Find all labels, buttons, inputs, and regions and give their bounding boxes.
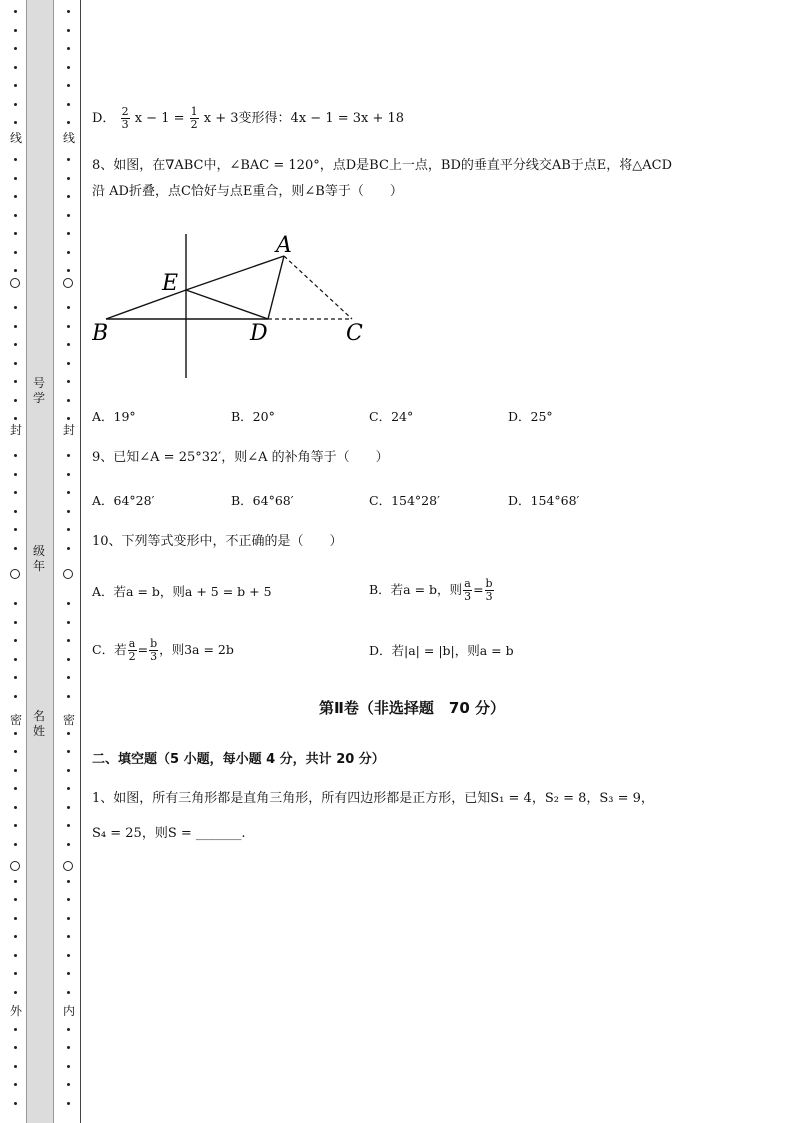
dot [14, 695, 17, 698]
dot [14, 306, 17, 309]
q8-option-a: A．19° [92, 409, 136, 424]
dot [14, 991, 17, 994]
dot [67, 935, 70, 938]
option-text: B．若a = b，则 [369, 582, 463, 597]
dot [67, 695, 70, 698]
dot [67, 917, 70, 920]
dot [67, 325, 70, 328]
dot [14, 214, 17, 217]
dot [67, 214, 70, 217]
dot [67, 806, 70, 809]
margin-char: 封 [62, 423, 75, 437]
dot [14, 10, 17, 13]
circle-mark [10, 569, 20, 579]
dot [14, 972, 17, 975]
dot [67, 1083, 70, 1086]
dot [67, 843, 70, 846]
equation-text: x − 1 = [134, 111, 185, 126]
dot [14, 528, 17, 531]
dot [67, 898, 70, 901]
q10-option-b: B．若a = b，则 $\frac{a}{3}$ = $\frac{b}{3}$ [369, 577, 493, 603]
dot [67, 972, 70, 975]
dot [67, 417, 70, 420]
dot [67, 750, 70, 753]
dot [67, 103, 70, 106]
q7-option-d [92, 106, 404, 131]
q8-geometry-figure [92, 228, 382, 383]
dot [67, 251, 70, 254]
dot [67, 676, 70, 679]
dot [14, 66, 17, 69]
fraction-denominator: 3 [464, 590, 472, 603]
margin-char: 内 [62, 1004, 75, 1018]
dot [14, 343, 17, 346]
inner-dot-column [62, 0, 76, 1123]
option-text: ，则3a = 2b [159, 642, 234, 657]
segment-ac-dashed [284, 256, 352, 319]
fraction-numerator: 2 [121, 105, 129, 118]
dot [67, 269, 70, 272]
dot [67, 1065, 70, 1068]
fraction-denominator: 2 [128, 650, 136, 663]
dot [67, 732, 70, 735]
circle-mark [10, 278, 20, 288]
q9-option-d: D．154°68′ [508, 493, 580, 508]
margin-char: 封 [9, 423, 22, 437]
fraction [485, 578, 494, 603]
dot [67, 547, 70, 550]
dot [14, 917, 17, 920]
equation-text: x + 3变形得：4x − 1 = 3x + 18 [203, 111, 405, 126]
circle-mark [10, 861, 20, 871]
dot [14, 935, 17, 938]
dot [67, 380, 70, 383]
label-d: D [250, 321, 268, 346]
dot [14, 880, 17, 883]
dot [67, 306, 70, 309]
dot [14, 732, 17, 735]
dot [14, 658, 17, 661]
fill-q1-line1: 1、如图，所有三角形都是直角三角形，所有四边形都是正方形，已知S₁ = 4，S₂ = 8，S₃ = 9， [92, 791, 654, 806]
dot [67, 10, 70, 13]
dot [67, 29, 70, 32]
band-label-grade: 级 年 [32, 544, 45, 573]
dot [67, 491, 70, 494]
option-text: C．若 [92, 642, 127, 657]
dot [67, 787, 70, 790]
dot [14, 510, 17, 513]
dot [67, 658, 70, 661]
dot [14, 121, 17, 124]
dot [67, 510, 70, 513]
binding-margin [0, 0, 90, 1123]
fraction-numerator: 1 [190, 105, 198, 118]
dot [14, 269, 17, 272]
dot [14, 491, 17, 494]
fraction [190, 106, 199, 131]
dot [14, 232, 17, 235]
circle-mark [63, 861, 73, 871]
dot [67, 769, 70, 772]
dot [67, 399, 70, 402]
q9-option-a: A．64°28′ [92, 493, 155, 508]
dot [14, 84, 17, 87]
q8-stem-line1: 8、如图，在∇ABC中，∠BAC = 120°，点D是BC上一点，BD的垂直平分线交AB于点E，将△ACD [92, 158, 673, 173]
dot [67, 195, 70, 198]
dot [67, 177, 70, 180]
band-label-student-id: 号 学 [32, 376, 45, 405]
dot [14, 843, 17, 846]
label-a: A [276, 233, 292, 258]
dot [14, 954, 17, 957]
dot [67, 66, 70, 69]
dot [14, 898, 17, 901]
section-subtitle: 二、填空题（5 小题，每小题 4 分，共计 20 分） [92, 752, 385, 767]
dot [14, 1028, 17, 1031]
dot [14, 417, 17, 420]
dot [67, 639, 70, 642]
segment-ed [186, 290, 268, 319]
fraction-numerator: b [150, 637, 158, 650]
dot [67, 621, 70, 624]
dot [14, 750, 17, 753]
fraction [463, 578, 472, 603]
dot [67, 1046, 70, 1049]
dot [14, 621, 17, 624]
dot [14, 824, 17, 827]
dot [14, 103, 17, 106]
segment-ad [268, 256, 284, 319]
q9-option-b: B．64°68′ [231, 493, 294, 508]
q8-option-c: C．24° [369, 409, 414, 424]
margin-char: 外 [9, 1004, 22, 1018]
fraction-denominator: 3 [485, 590, 493, 603]
dot [67, 602, 70, 605]
q9-stem: 9、已知∠A = 25°32′，则∠A 的补角等于（ ） [92, 450, 389, 465]
q8-option-b: B．20° [231, 409, 275, 424]
circle-mark [63, 278, 73, 288]
dot [67, 473, 70, 476]
dot [14, 380, 17, 383]
dot [14, 1083, 17, 1086]
q8-option-d: D．25° [508, 409, 553, 424]
dot [14, 362, 17, 365]
dot [14, 676, 17, 679]
q8-stem-line2: 沿 AD折叠，点C恰好与点E重合，则∠B等于（ ） [92, 184, 403, 199]
label-b: B [92, 321, 109, 346]
q9-option-c: C．154°28′ [369, 493, 440, 508]
dot [14, 454, 17, 457]
dot [14, 251, 17, 254]
dot [14, 769, 17, 772]
circle-mark [63, 569, 73, 579]
q10-option-d: D．若|a| = |b|，则a = b [369, 643, 514, 658]
margin-char: 线 [9, 131, 22, 145]
dot [67, 454, 70, 457]
dot [14, 158, 17, 161]
dot [14, 1046, 17, 1049]
dot [14, 1065, 17, 1068]
segment-ea [186, 256, 284, 290]
margin-rule [80, 0, 81, 1123]
fraction-denominator: 3 [150, 650, 158, 663]
dot [14, 806, 17, 809]
dot [14, 639, 17, 642]
option-label: D． [92, 111, 116, 126]
dot [67, 232, 70, 235]
q10-stem: 10、下列等式变形中，不正确的是（ ） [92, 534, 343, 549]
fill-q1-line2: S₄ = 25，则S = _______. [92, 826, 246, 841]
dot [14, 29, 17, 32]
margin-char: 密 [62, 713, 75, 727]
dot [14, 547, 17, 550]
dot [67, 954, 70, 957]
dot [14, 602, 17, 605]
dot [67, 158, 70, 161]
dot [14, 195, 17, 198]
fraction [128, 638, 137, 663]
fraction-denominator: 2 [190, 118, 198, 131]
fraction-numerator: b [485, 577, 493, 590]
section-title: 第Ⅱ卷（非选择题 70 分） [319, 699, 505, 717]
q10-option-a: A．若a = b，则a + 5 = b + 5 [92, 584, 272, 599]
dot [67, 84, 70, 87]
dot [67, 528, 70, 531]
fraction [149, 638, 158, 663]
fraction-denominator: 3 [121, 118, 129, 131]
dot [67, 362, 70, 365]
dot [14, 473, 17, 476]
exam-content [92, 0, 772, 1123]
dot [67, 121, 70, 124]
fraction [121, 106, 130, 131]
dot [67, 47, 70, 50]
margin-char: 密 [9, 713, 22, 727]
fraction-numerator: a [128, 637, 136, 650]
dot [14, 787, 17, 790]
dot [14, 177, 17, 180]
outer-dot-column [9, 0, 23, 1123]
dot [67, 880, 70, 883]
dot [67, 1102, 70, 1105]
dot [14, 47, 17, 50]
label-e: E [162, 271, 179, 296]
dot [67, 991, 70, 994]
dot [67, 1028, 70, 1031]
band-label-name: 名 姓 [32, 709, 45, 738]
dot [14, 399, 17, 402]
dot [14, 1102, 17, 1105]
dot [67, 343, 70, 346]
dot [67, 824, 70, 827]
margin-char: 线 [62, 131, 75, 145]
fraction-numerator: a [464, 577, 471, 590]
dot [14, 325, 17, 328]
q10-option-c: C．若 $\frac{a}{2}$ = $\frac{b}{3}$ ，则3a = 2b [92, 637, 234, 663]
label-c: C [346, 321, 363, 346]
